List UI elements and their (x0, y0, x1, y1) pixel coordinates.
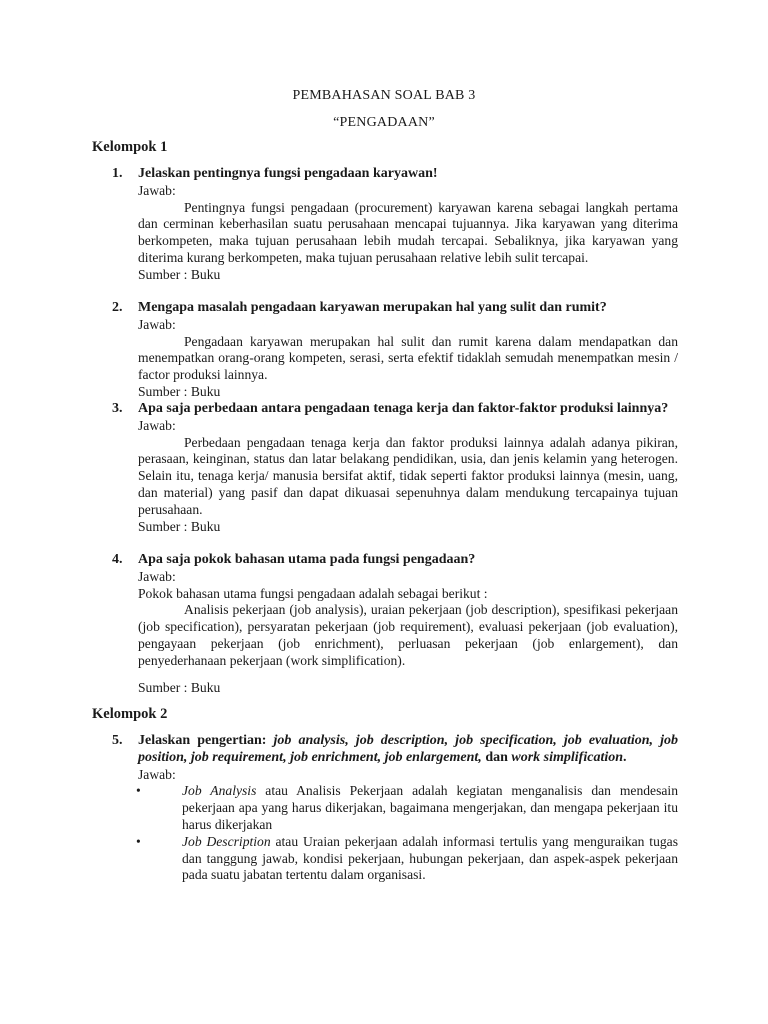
bullet-term: Job Description (182, 833, 271, 849)
answer-label: Jawab: (138, 316, 176, 332)
question-block-3 (112, 401, 678, 535)
bullet-desc: atau Analisis Pekerjaan adalah kegiatan menganalisis dan mendesain pekerjaan apa yang harus dikerjakan, bagaimana mengerjakan, dan mengapa pekerjaan itu harus dikerjakan (182, 783, 678, 832)
question-and: dan (481, 749, 512, 765)
answer-label: Jawab: (138, 568, 176, 584)
question-text: Apa saja pokok bahasan utama pada fungsi pengadaan? (138, 552, 476, 567)
question-block-5 (112, 733, 678, 884)
source-text: Sumber : Buku (138, 518, 221, 534)
question-block-1 (112, 166, 678, 284)
group-heading-2: Kelompok 2 (92, 706, 168, 722)
question-number: 1. (112, 166, 123, 181)
question-block-2 (112, 300, 678, 401)
source-text: Sumber : Buku (138, 679, 221, 695)
bullet-text (182, 783, 678, 833)
answer-label: Jawab: (138, 417, 176, 433)
group-heading-1: Kelompok 1 (92, 139, 168, 155)
question-text: Apa saja perbedaan antara pengadaan tenaga kerja dan faktor-faktor produksi lainnya? (138, 401, 669, 416)
bullet-term: Job Analysis (182, 783, 257, 799)
question-3 (112, 401, 678, 418)
source-text: Sumber : Buku (138, 383, 221, 399)
question-number: 5. (112, 733, 123, 748)
question-terms: job analysis, job description, job specification, job evaluation, job position, job requirement, job enrichment, job enlargement, (138, 733, 679, 765)
answer-text: Pengadaan karyawan merupakan hal sulit dan rumit karena dalam mendapatkan dan menempatkan orang-orang kompeten, serasi, serta efektif tidaklah semudah menempatkan mesin / factor produksi lainnya. (138, 333, 678, 383)
question-last-term: work simplification (511, 749, 624, 765)
question-number: 2. (112, 300, 123, 315)
question-number: 3. (112, 401, 123, 416)
question-number: 4. (112, 552, 123, 567)
question-4 (112, 552, 678, 569)
question-text: Jelaskan pentingnya fungsi pengadaan karyawan! (138, 166, 438, 181)
bullet-item (132, 783, 678, 833)
bullet-icon: • (136, 833, 141, 849)
question-5 (112, 733, 678, 767)
document-subtitle: “PENGADAAN” (333, 115, 435, 130)
answer-text: Analisis pekerjaan (job analysis), uraian pekerjaan (job description), spesifikasi pekerjaan (job specification), persyaratan pekerjaan (job requirement), evaluasi pekerjaan (job evaluation), pengayaan pekerjaan (job enrichment), perluasan pekerjaan (job enlargement), dan penyederhanaan pekerjaan (work simplification). (138, 602, 678, 668)
answer-label: Jawab: (138, 182, 176, 198)
bullet-text (182, 834, 678, 884)
bullet-icon: • (136, 783, 141, 799)
bullet-desc: atau Uraian pekerjaan adalah informasi tertulis yang menguraikan tugas dan tanggung jawab, kondisi pekerjaan, hubungan pekerjaan, dan aspek-aspek pekerjaan pada suatu jabatan tertentu dalam organisasi. (182, 833, 678, 883)
answer-text: Perbedaan pengadaan tenaga kerja dan faktor produksi lainnya adalah adanya pikiran, perasaan, keinginan, status dan latar belakang pendidikan, usia, dan jenis kelamin yang heterogen. Selain itu, tenaga kerja/ manusia bersifat aktif, tidak seperti faktor produksi lainnya (mesin, uang, dan material) yang pasif dan dapat dikuasai sepenuhnya dalam mendukung tercapainya tujuan perusahaan. (138, 434, 678, 517)
bullet-item (132, 834, 678, 884)
question-1 (112, 166, 678, 183)
document-title: PEMBAHASAN SOAL BAB 3 (292, 88, 476, 103)
question-text: Mengapa masalah pengadaan karyawan merupakan hal yang sulit dan rumit? (138, 300, 607, 315)
source-text: Sumber : Buku (138, 266, 221, 282)
question-lead: Jelaskan pengertian: (138, 733, 274, 748)
question-end: . (623, 749, 627, 765)
question-2 (112, 300, 678, 317)
question-text (138, 733, 678, 767)
answer-text: Pentingnya fungsi pengadaan (procurement) karyawan karena sebagai langkah pertama dan cerminan keberhasilan suatu perusahaan mencapai tujuannya. Jika karyawan yang diterima berkompeten, maka tujuan perusahaan lebih mudah tercapai. Sebaliknya, jika karyawan yang diterima kurang berkompeten, maka tujuan perusahaan relative lebih sulit tercapai. (138, 199, 678, 265)
answer-intro: Pokok bahasan utama fungsi pengadaan adalah sebagai berikut : (138, 585, 488, 601)
answer-label: Jawab: (138, 766, 176, 782)
question-block-4 (112, 552, 678, 696)
